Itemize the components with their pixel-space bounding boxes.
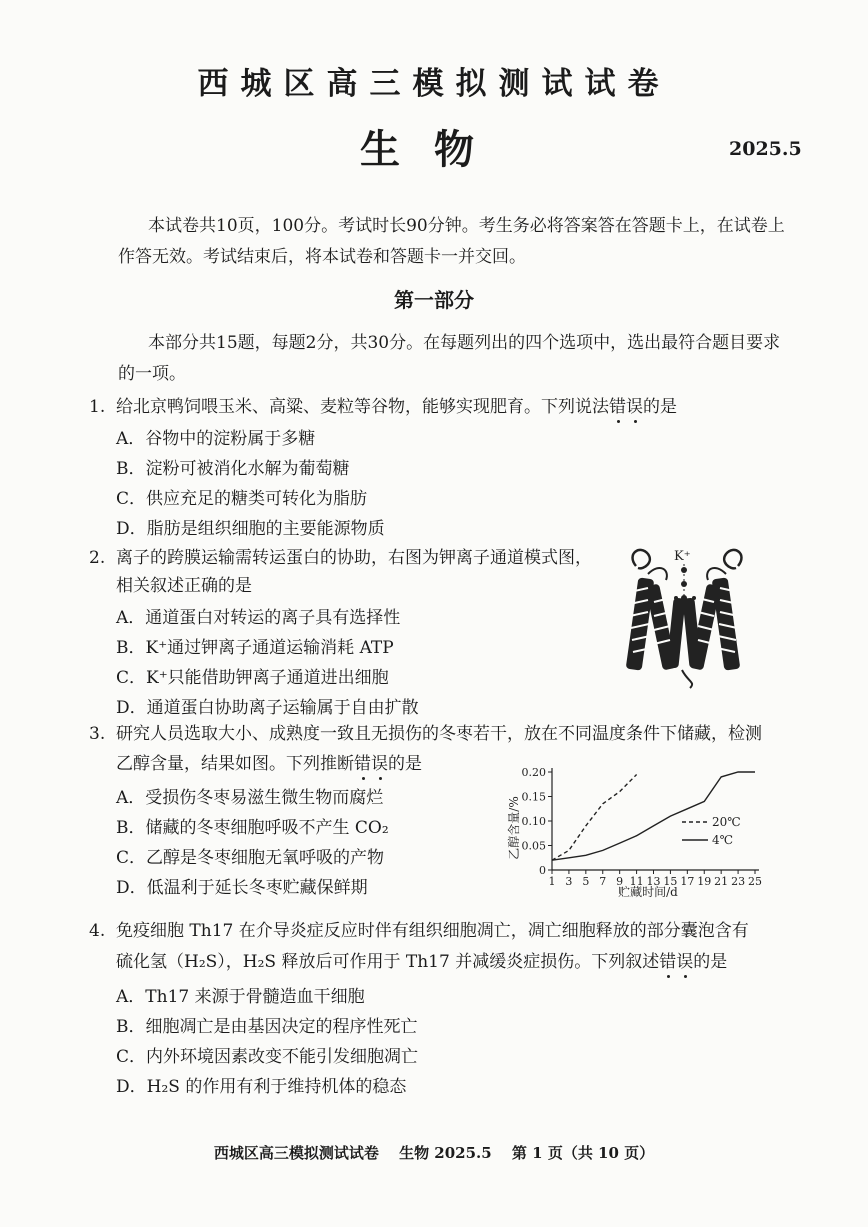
x-tick-label: 11	[629, 875, 644, 888]
x-tick-label: 23	[731, 875, 746, 888]
potassium-channel-figure	[618, 540, 768, 690]
question-stem: 离子的跨膜运输需转运蛋白的协助，右图为钾离子通道模式图，	[116, 548, 592, 568]
y-tick-label: 0.05	[521, 839, 546, 853]
option-a: A．受损伤冬枣易滋生微生物而腐烂	[116, 788, 384, 808]
page-footer: 西城区高三模拟测试试卷 生物 2025.5 第 1 页（共 10 页）	[213, 1144, 655, 1162]
emphasis-char: 误	[626, 397, 643, 417]
option-b: B．储藏的冬枣细胞呼吸不产生 CO₂	[116, 818, 389, 838]
emphasis-char: 误	[371, 754, 388, 774]
question-number: 1.	[89, 397, 106, 417]
y-tick-label: 0.10	[521, 815, 546, 828]
emphasis-char: 错	[609, 397, 626, 417]
subject-title: 生物	[360, 126, 508, 173]
stem-text: 乙醇含量，结果如图。下列推断	[116, 754, 354, 774]
y-tick-label: 0	[539, 864, 546, 877]
option-b: B．细胞凋亡是由基因决定的程序性死亡	[116, 1017, 418, 1037]
x-tick-label: 15	[663, 875, 678, 888]
y-tick-label: 0.20	[521, 766, 546, 779]
x-tick-label: 7	[599, 875, 607, 888]
stem-text: 硫化氢（H₂S），H₂S 释放后可作用于 Th17 并减缓炎症损伤。下列叙述	[116, 952, 660, 972]
x-tick-label: 9	[616, 875, 624, 888]
potassium-ion-label: K⁺	[674, 549, 691, 564]
emphasis-char: 误	[676, 952, 694, 972]
x-tick-label: 19	[697, 875, 712, 888]
question-stem: 研究人员选取大小、成熟度一致且无损伤的冬枣若干，放在不同温度条件下储藏，检测	[116, 724, 762, 744]
legend-label: 20℃	[712, 815, 741, 829]
option-d: D．脂肪是组织细胞的主要能源物质	[116, 519, 385, 539]
option-a: A．Th17 来源于骨髓造血干细胞	[116, 987, 365, 1007]
ethanol-content-chart	[500, 762, 770, 902]
option-c: C．乙醇是冬枣细胞无氧呼吸的产物	[116, 848, 385, 868]
section-instructions: 本部分共15题，每题2分，共30分。在每题列出的四个选项中，选出最符合题目要求的一项。	[118, 333, 781, 384]
question-stem: 相关叙述正确的是	[116, 576, 252, 596]
x-tick-label: 3	[565, 875, 573, 888]
y-tick-label: 0.15	[521, 790, 546, 804]
exam-date: 2025.5	[729, 138, 802, 160]
legend-label: 4℃	[712, 833, 734, 847]
x-axis-label: 贮藏时间/d	[618, 885, 678, 899]
option-b: B．K⁺通过钾离子通道运输消耗 ATP	[116, 638, 394, 658]
option-d: D．低温利于延长冬枣贮藏保鲜期	[116, 878, 368, 898]
x-tick-label: 13	[646, 875, 661, 888]
option-c: C．内外环境因素改变不能引发细胞凋亡	[116, 1047, 419, 1067]
emphasis-char: 错	[659, 952, 677, 972]
exam-title: 西城区高三模拟测试试卷	[197, 66, 671, 102]
option-d: D．H₂S 的作用有利于维持机体的稳态	[116, 1077, 407, 1097]
question-number: 3.	[89, 724, 106, 744]
stem-text: 的是	[693, 952, 728, 972]
question-number: 2.	[89, 548, 106, 568]
option-c: C．供应充足的糖类可转化为脂肪	[116, 489, 368, 509]
x-tick-label: 5	[582, 875, 590, 888]
section-title: 第一部分	[394, 288, 474, 312]
option-b: B．淀粉可被消化水解为葡萄糖	[116, 459, 350, 479]
question-number: 4.	[89, 921, 106, 941]
question-stem	[116, 394, 677, 420]
y-axis-label: 乙醇含量/%	[507, 796, 521, 860]
question-stem: 免疫细胞 Th17 在介导炎症反应时伴有组织细胞凋亡，凋亡细胞释放的部分囊泡含有	[116, 921, 749, 941]
series-line-20c	[552, 775, 637, 861]
option-c: C．K⁺只能借助钾离子通道进出细胞	[116, 668, 389, 688]
exam-instructions: 本试卷共10页，100分。考试时长90分钟。考生务必将答案答在答题卡上，在试卷上作答无效。考试结束后，将本试卷和答题卡一并交回。	[118, 216, 785, 267]
stem-text: 给北京鸭饲喂玉米、高粱、麦粒等谷物，能够实现肥育。下列说法	[116, 397, 609, 417]
question-stem	[116, 751, 422, 777]
question-stem	[116, 949, 727, 975]
option-d: D．通道蛋白协助离子运输属于自由扩散	[116, 698, 419, 718]
x-tick-label: 25	[748, 875, 762, 888]
x-tick-label: 1	[548, 875, 556, 888]
stem-text: 的是	[388, 754, 422, 774]
stem-text: 的是	[643, 397, 677, 417]
emphasis-char: 错	[354, 754, 371, 774]
x-tick-label: 21	[714, 875, 729, 888]
x-tick-label: 17	[680, 875, 695, 888]
option-a: A．通道蛋白对转运的离子具有选择性	[116, 608, 401, 628]
option-a: A．谷物中的淀粉属于多糖	[116, 429, 316, 449]
